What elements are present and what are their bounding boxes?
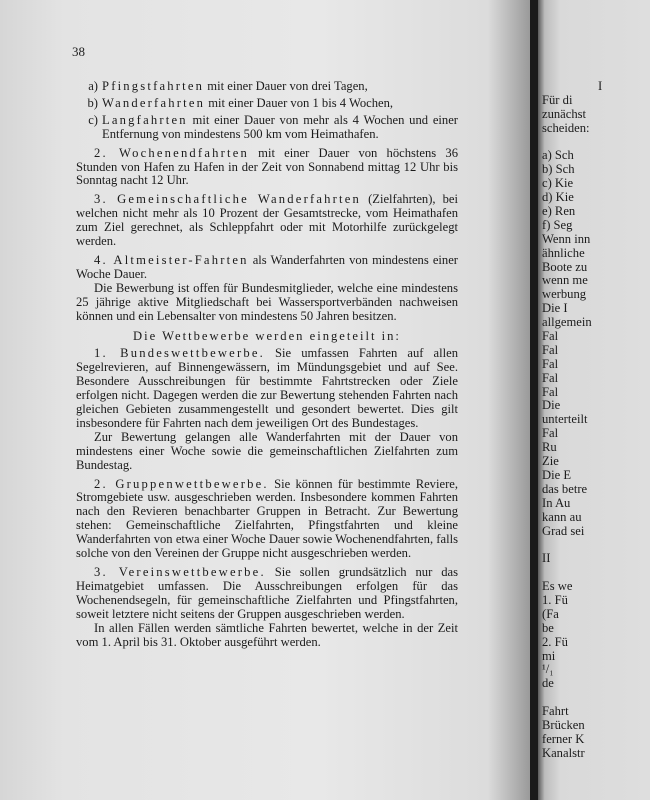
right-page-line: e) Ren (542, 204, 576, 219)
right-page-line: das betre (542, 481, 588, 496)
right-page-line: Zie (542, 454, 559, 469)
list-item-c: c) Langfahrten mit einer Dauer von mehr als 4 Wochen und einer Entfernung von mindestens 500 km vom Heimathafen. (76, 114, 458, 142)
right-page-line: kann au (542, 509, 582, 524)
right-page-line: Fal (542, 342, 559, 357)
right-page-line: allgemein (542, 315, 592, 330)
right-page-line: Fal (542, 426, 559, 441)
paragraph-alle-faelle: In allen Fällen werden sämtliche Fahrten bewertet, welche in der Zeit vom 1. April bis 31. Oktober ausgeführt werden. (76, 620, 458, 649)
right-book-page (538, 0, 650, 800)
right-page-line: d) Kie (542, 190, 574, 205)
right-page-line: Fal (542, 356, 559, 371)
right-page-line: Für di (542, 92, 573, 107)
list-marker: a) (88, 79, 98, 93)
spaced-term: Wanderfahrten (102, 95, 206, 110)
spaced-term: Langfahrten (102, 112, 188, 127)
right-page-line: Fal (542, 329, 559, 344)
paragraph-gemeinschaftliche: 3. Gemeinschaftliche Wanderfahrten (Zielfahrten), bei welchen nicht mehr als 10 Prozent der Gesamtstrecke, vom Heimathafen zum Ziel gerechnet, als Schleppfahrt oder mit Motorhilfe zurückgelegt werden. (76, 192, 458, 249)
section-heading: Die Wettbewerbe werden eingeteilt in: (133, 328, 401, 343)
right-page-line: de (542, 676, 554, 691)
right-page-line: Ru (542, 440, 557, 455)
right-page-line: Fahrt (542, 704, 569, 719)
right-page-line: Grad sei (542, 523, 585, 538)
right-page-line: I (598, 79, 603, 93)
right-page-line: c) Kie (542, 176, 574, 191)
right-page-line (542, 136, 650, 150)
right-page-line: Fal (542, 370, 559, 385)
right-page-text-fragments (542, 80, 650, 761)
right-page-line: mi (542, 648, 556, 663)
right-page-line: 2. Fü (542, 634, 568, 649)
page-text-column (76, 80, 458, 649)
right-page-line: a) Sch (542, 148, 574, 163)
right-page-line: f) Seg (542, 217, 573, 232)
right-page-line: Die E (542, 467, 572, 482)
right-page-line: ¹/₁ (542, 662, 554, 677)
paragraph-bewertung: Zur Bewertung gelangen alle Wanderfahrten mit der Dauer von mindestens einer Woche sowie die gemeinschaftlichen Zielfahrten zum Bundestag. (76, 429, 458, 472)
right-page-line: Kanalstr (542, 745, 585, 760)
right-page-line: scheiden: (542, 120, 590, 135)
right-page-line: 1. Fü (542, 592, 568, 607)
right-page-line: Fal (542, 384, 559, 399)
right-page-line: (Fa (542, 606, 559, 621)
paragraph-vereinswettbewerbe: 3. Vereinswettbewerbe. Sie sollen grundsätzlich nur das Heimatgebiet umfassen. Die Ausschreibungen erfolgen für das Wochenendsegeln, für gemeinschaftliche Zielfahrten und Pfingstfahrten, soweit letztere nicht seitens der Gruppen ausgeschrieben werden. (76, 565, 458, 621)
right-page-line: ferner K (542, 731, 585, 746)
list-marker: b) (87, 95, 98, 110)
right-page-line: wenn me (542, 273, 588, 288)
right-page-line: be (542, 620, 554, 635)
right-page-line (542, 691, 650, 705)
right-page-line: zunächst (542, 106, 587, 121)
right-page-line: In Au (542, 495, 571, 510)
right-page-line: b) Sch (542, 162, 575, 177)
right-page-line: werbung (542, 287, 587, 302)
list-marker: c) (88, 112, 98, 127)
right-page-line (542, 538, 650, 552)
right-page-line: Wenn inn (542, 231, 591, 246)
right-page-line: Die (542, 398, 561, 413)
paragraph-bundeswettbewerbe: 1. Bundeswettbewerbe. Sie umfassen Fahrten auf allen Segelrevieren, auf Binnengewässern, im Mündungsgebiet und auf See. Besondere Ausschreibungen für bestimmte Fahrtstrecken oder Ziele erfolgen nicht. Dagegen werden die zur Bewertung stehenden Fahrten nach gleichen Gebieten zusammengestellt und gesondert bewertet. Dies gilt insbesondere für Fahrten nach dem jeweiligen Ort des Bundestages. (76, 346, 458, 430)
paragraph-bewerbung: Die Bewerbung ist offen für Bundesmitglieder, welche eine mindestens 25 jährige aktive Mitgliedschaft bei Wassersportverbänden nachweisen können und ein Lebensalter von mindestens 50 Jahren besitzen. (76, 280, 458, 323)
list-item-b: b) Wanderfahrten mit einer Dauer von 1 bis 4 Wochen, (76, 97, 458, 111)
right-page-line: unterteilt (542, 412, 588, 427)
paragraph-altmeister: 4. Altmeister-Fahrten als Wanderfahrten von mindestens einer Woche Dauer. (76, 252, 459, 281)
right-page-line: Brücken (542, 717, 585, 732)
right-page-line: Boote zu (542, 259, 588, 274)
right-page-line: Die I (542, 301, 568, 316)
right-page-line: ähnliche (542, 245, 585, 260)
list-item-a: a) Pfingstfahrten mit einer Dauer von drei Tagen, (76, 80, 458, 94)
page-number: 38 (72, 44, 85, 59)
spaced-term: Pfingstfahrten (102, 79, 205, 93)
right-page-line (542, 566, 650, 580)
paragraph-wochenendfahrten: 2. Wochenendfahrten mit einer Dauer von höchstens 36 Stunden von Hafen zu Hafen in der Zeit von Sonnabend mittag 12 Uhr bis Sonntag nacht 12 Uhr. (76, 145, 458, 188)
right-page-line: II (542, 551, 551, 566)
right-page-line: Es we (542, 579, 573, 594)
paragraph-gruppenwettbewerbe: 2. Gruppenwettbewerbe. Sie können für bestimmte Reviere, Stromgebiete usw. ausgeschrieben werden. Insbesondere kommen Fahrten nach den Revieren benachbarter Gruppen in Betracht. Zur Bewertung stehen: Gemeinschaftliche Zielfahrten, Pfingstfahrten und kleine Wanderfahrten von etwa einer Woche Dauer sowie Wochenendfahrten, falls solche von den Vereinen der Gruppe nicht ausgeschrieben werden. (76, 476, 458, 561)
